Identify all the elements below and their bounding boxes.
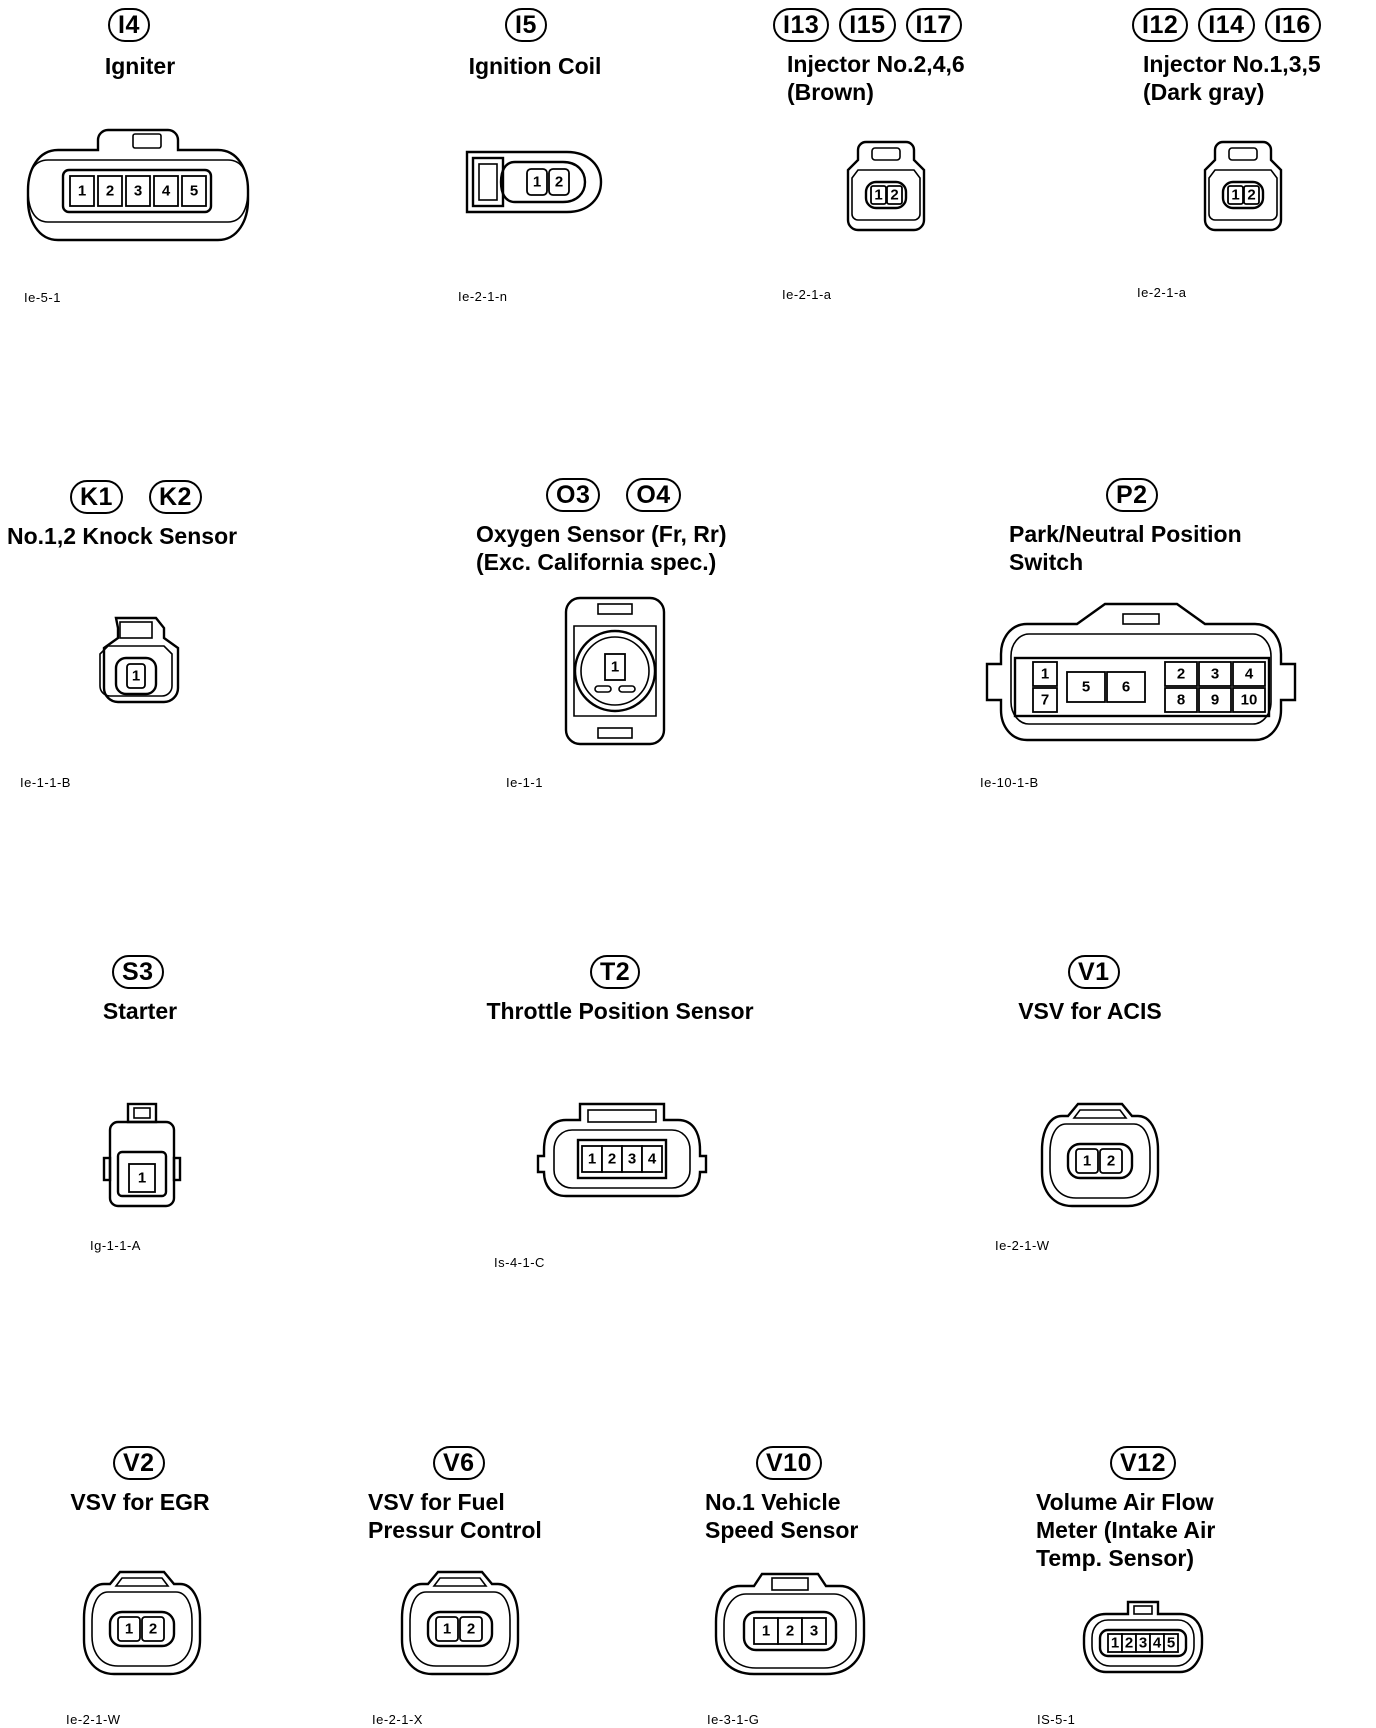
- pin-label: 3: [627, 1150, 637, 1168]
- part-reference: Ie-2-1-a: [1137, 285, 1187, 300]
- connector-code-badges: [1068, 955, 1120, 989]
- oxygen-sensor-connector-diagram: [550, 596, 680, 746]
- connector-code-badge: I17: [906, 8, 962, 42]
- pin-label: 1: [761, 1622, 771, 1640]
- pin-label: 3: [133, 182, 143, 200]
- part-reference: Ie-2-1-X: [372, 1712, 423, 1727]
- connector-name: Volume Air Flow Meter (Intake Air Temp. Sensor): [1036, 1489, 1216, 1571]
- connector-name: VSV for EGR: [70, 1489, 210, 1515]
- air-flow-meter-connector-diagram: [1080, 1598, 1206, 1678]
- connector-code-badge: K1: [70, 480, 123, 514]
- connector-code-badge: S3: [112, 955, 164, 989]
- injector-2-4-6-connector-diagram: [836, 138, 936, 234]
- connector-code-badge: K2: [149, 480, 202, 514]
- pin-label: 3: [1210, 665, 1220, 683]
- pin-label: 5: [1166, 1634, 1176, 1652]
- pin-label: 2: [1124, 1634, 1134, 1652]
- pin-label: 2: [607, 1150, 617, 1168]
- connector-code-badge: P2: [1106, 478, 1158, 512]
- part-reference: Ig-1-1-A: [90, 1238, 141, 1253]
- connector-code-badges: [590, 955, 640, 989]
- connector-code-badge: T2: [590, 955, 640, 989]
- connector-code-badges: [1110, 1446, 1176, 1480]
- pin-label: 1: [532, 173, 542, 191]
- pin-label: 5: [189, 182, 199, 200]
- pin-label: 10: [1240, 691, 1258, 709]
- connector-code-badges: [756, 1446, 822, 1480]
- connector-code-badges: [108, 8, 150, 42]
- connector-name: Throttle Position Sensor: [486, 998, 754, 1024]
- pin-label: 2: [105, 182, 115, 200]
- connector-code-badges: [70, 480, 202, 514]
- connector-code-badge: I15: [839, 8, 895, 42]
- pin-label: 2: [1247, 186, 1256, 204]
- connector-code-badge: I5: [505, 8, 547, 42]
- pin-label: 8: [1176, 691, 1186, 709]
- vehicle-speed-sensor-connector-diagram: [712, 1570, 868, 1680]
- connector-code-badge: I12: [1132, 8, 1188, 42]
- pin-label: 2: [785, 1622, 795, 1640]
- pin-label: 1: [124, 1620, 134, 1638]
- connector-name: VSV for ACIS: [1018, 998, 1162, 1024]
- pin-label: 3: [1138, 1634, 1148, 1652]
- pin-label: 3: [809, 1622, 819, 1640]
- park-neutral-switch-connector-diagram: [985, 600, 1297, 750]
- starter-connector-diagram: [102, 1102, 182, 1212]
- pin-row: [70, 176, 206, 206]
- vsv-acis-connector-diagram: [1038, 1100, 1162, 1210]
- connector-code-badge: I13: [773, 8, 829, 42]
- pin-label: 2: [148, 1620, 158, 1638]
- pin-label: 1: [1040, 665, 1050, 683]
- connector-code-badges: [113, 1446, 165, 1480]
- connector-code-badges: [505, 8, 547, 42]
- connector-code-badge: V1: [1068, 955, 1120, 989]
- pin-label: 4: [1244, 665, 1254, 683]
- pin-label: 9: [1210, 691, 1220, 709]
- part-reference: IS-5-1: [1037, 1712, 1076, 1727]
- connector-name: Park/Neutral Position Switch: [1009, 521, 1242, 575]
- pin-label: 2: [554, 173, 564, 191]
- pin-label: 2: [890, 186, 899, 204]
- part-reference: Ie-5-1: [24, 290, 61, 305]
- connector-code-badge: V2: [113, 1446, 165, 1480]
- connector-code-badges: [112, 955, 164, 989]
- connector-code-badges: [773, 8, 962, 42]
- connector-code-badge: O3: [546, 478, 600, 512]
- connector-code-badge: O4: [626, 478, 680, 512]
- part-reference: Ie-2-1-W: [66, 1712, 121, 1727]
- part-reference: Ie-2-1-W: [995, 1238, 1050, 1253]
- vsv-egr-connector-diagram: [80, 1568, 204, 1678]
- knock-sensor-connector-diagram: [86, 612, 196, 712]
- pin-label: 1: [1082, 1152, 1092, 1170]
- connector-code-badge: V10: [756, 1446, 822, 1480]
- pin-label: 4: [161, 182, 171, 200]
- pin-label: 6: [1121, 678, 1131, 696]
- connector-code-badge: I14: [1198, 8, 1254, 42]
- connector-code-badges: [1106, 478, 1158, 512]
- part-reference: Ie-10-1-B: [980, 775, 1039, 790]
- connector-code-badge: I16: [1265, 8, 1321, 42]
- connector-name: Starter: [102, 998, 178, 1024]
- part-reference: Ie-2-1-n: [458, 289, 508, 304]
- connector-code-badges: [546, 478, 681, 512]
- connector-name: Injector No.1,3,5 (Dark gray): [1143, 51, 1321, 105]
- part-reference: Ie-3-1-G: [707, 1712, 760, 1727]
- connector-code-badge: I4: [108, 8, 150, 42]
- pin-label: 1: [131, 667, 141, 685]
- connector-code-badge: V6: [433, 1446, 485, 1480]
- throttle-position-sensor-connector-diagram: [536, 1100, 708, 1200]
- connector-name: VSV for Fuel Pressur Control: [368, 1489, 542, 1543]
- injector-1-3-5-connector-diagram: [1193, 138, 1293, 234]
- pin-label: 2: [1106, 1152, 1116, 1170]
- connector-name: No.1 Vehicle Speed Sensor: [705, 1489, 859, 1543]
- part-reference: Ie-1-1-B: [20, 775, 71, 790]
- ignition-coil-connector-diagram: [465, 148, 605, 218]
- part-reference: Ie-2-1-a: [782, 287, 832, 302]
- connector-code-badges: [1132, 8, 1321, 42]
- connector-name: Ignition Coil: [468, 53, 602, 79]
- pin-label: 2: [1176, 665, 1186, 683]
- pin-label: 1: [610, 658, 620, 676]
- vsv-fuel-pressure-connector-diagram: [398, 1568, 522, 1678]
- pin-label: 1: [587, 1150, 597, 1168]
- pin-label: 4: [1152, 1634, 1162, 1652]
- connector-name: No.1,2 Knock Sensor: [7, 523, 238, 549]
- part-reference: Ie-1-1: [506, 775, 543, 790]
- connector-name: Oxygen Sensor (Fr, Rr) (Exc. California spec.): [476, 521, 727, 575]
- pin-label: 1: [874, 186, 883, 204]
- connector-name: Igniter: [104, 53, 176, 79]
- pin-label: 1: [442, 1620, 452, 1638]
- connector-code-badge: V12: [1110, 1446, 1176, 1480]
- igniter-connector-diagram: [18, 120, 258, 250]
- connector-name: Injector No.2,4,6 (Brown): [787, 51, 965, 105]
- pin-label: 1: [137, 1169, 147, 1187]
- pin-label: 2: [466, 1620, 476, 1638]
- pin-label: 4: [647, 1150, 657, 1168]
- connector-code-badges: [433, 1446, 485, 1480]
- pin-label: 7: [1040, 691, 1050, 709]
- pin-label: 1: [77, 182, 87, 200]
- pin-label: 1: [1231, 186, 1240, 204]
- pin-label: 1: [1110, 1634, 1120, 1652]
- pin-label: 5: [1081, 678, 1091, 696]
- part-reference: Is-4-1-C: [494, 1255, 545, 1270]
